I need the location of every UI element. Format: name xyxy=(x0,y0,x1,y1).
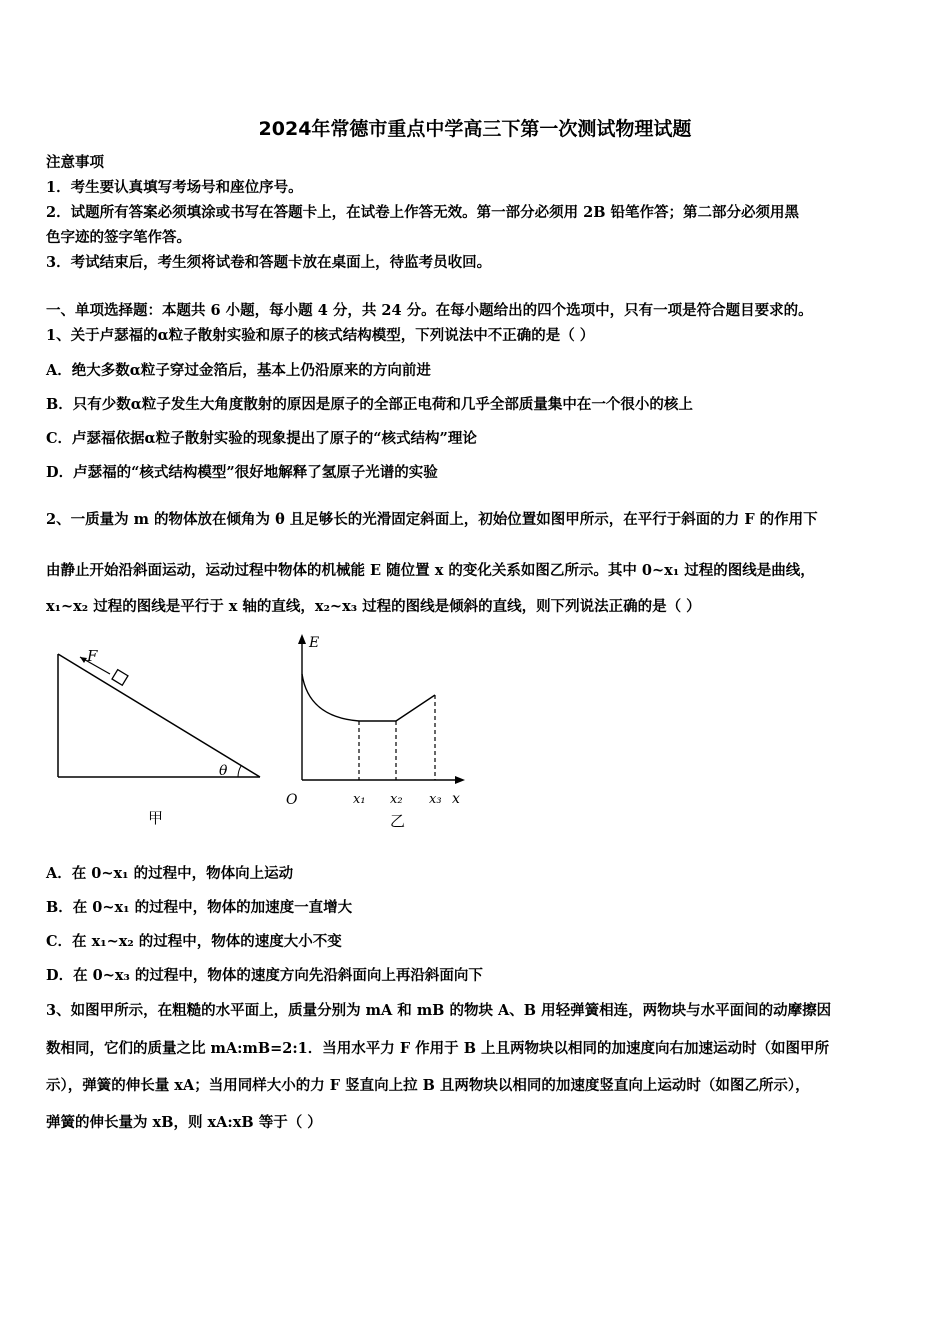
question-3-stem-line: 弹簧的伸长量为 xB，则 xA:xB 等于（ ） xyxy=(46,1114,322,1131)
question-3-stem-line: 3、如图甲所示，在粗糙的水平面上，质量分别为 mA 和 mB 的物块 A、B 用轻弹簧相连，两物块与水平面间的动摩擦因 xyxy=(46,1002,832,1019)
question-1-option-a: A．绝大多数α粒子穿过金箔后，基本上仍沿原来的方向前进 xyxy=(46,362,431,379)
question-2-option-a: A．在 0~x₁ 的过程中，物体向上运动 xyxy=(46,865,294,882)
page-title: 2024年常德市重点中学高三下第一次测试物理试题 xyxy=(258,118,692,140)
x-axis-arrowhead xyxy=(455,776,465,784)
section-heading: 一、单项选择题：本题共 6 小题，每小题 4 分，共 24 分。在每小题给出的四个选项中，只有一项是符合题目要求的。 xyxy=(46,302,813,319)
force-label: F xyxy=(87,647,98,665)
question-1-option-d: D．卢瑟福的“核式结构模型”很好地解释了氢原子光谱的实验 xyxy=(46,464,438,481)
block xyxy=(112,670,128,686)
tick-label-x2: x₂ xyxy=(390,792,403,807)
y-axis-label: E xyxy=(309,635,320,651)
question-2-stem-line: 2、一质量为 m 的物体放在倾角为 θ 且足够长的光滑固定斜面上，初始位置如图甲所示，在平行于斜面的力 F 的作用下 xyxy=(46,511,818,528)
notice-heading: 注意事项 xyxy=(46,154,104,171)
tick-label-x3: x₃ xyxy=(429,792,442,807)
angle-arc xyxy=(238,766,241,777)
question-2-stem-line: x₁~x₂ 过程的图线是平行于 x 轴的直线，x₂~x₃ 过程的图线是倾斜的直线，则下列说法正确的是（ ） xyxy=(46,598,701,615)
notice-item: 2．试题所有答案必须填涂或书写在答题卡上，在试卷上作答无效。第一部分必须用 2B 铅笔作答；第二部分必须用黑 xyxy=(46,204,800,221)
origin-label: O xyxy=(286,792,298,808)
question-2-option-d: D．在 0~x₃ 的过程中，物体的速度方向先沿斜面向上再沿斜面向下 xyxy=(46,967,483,984)
notice-item: 色字迹的签字笔作答。 xyxy=(46,229,191,246)
notice-item: 3．考试结束后，考生须将试卷和答题卡放在桌面上，待监考员收回。 xyxy=(46,254,492,271)
incline-slope xyxy=(58,654,260,777)
energy-curve xyxy=(302,674,435,721)
angle-label: θ xyxy=(219,763,228,779)
question-2-option-c: C．在 x₁~x₂ 的过程中，物体的速度大小不变 xyxy=(46,933,342,950)
question-2-option-b: B．在 0~x₁ 的过程中，物体的加速度一直增大 xyxy=(46,899,353,916)
y-axis-arrowhead xyxy=(298,634,306,644)
notice-item: 1．考生要认真填写考场号和座位序号。 xyxy=(46,179,303,196)
question-3-stem-line: 示），弹簧的伸长量 xA；当用同样大小的力 F 竖直向上拉 B 且两物块以相同的加速度竖直向上运动时（如图乙所示）， xyxy=(46,1077,810,1094)
figure-caption-yi: 乙 xyxy=(390,812,406,830)
tick-label-x1: x₁ xyxy=(353,792,366,807)
figure-incline xyxy=(40,640,280,840)
x-axis-label: x xyxy=(452,791,460,807)
figure-energy-graph xyxy=(280,628,480,833)
figure-caption-jia: 甲 xyxy=(148,809,164,827)
question-3-stem-line: 数相同，它们的质量之比 mA:mB=2:1．当用水平力 F 作用于 B 上且两物块以相同的加速度向右加速运动时（如图甲所 xyxy=(46,1040,830,1057)
question-1-option-b: B．只有少数α粒子发生大角度散射的原因是原子的全部正电荷和几乎全部质量集中在一个很小的核上 xyxy=(46,396,693,413)
question-1-option-c: C．卢瑟福依据α粒子散射实验的现象提出了原子的“核式结构”理论 xyxy=(46,430,477,447)
question-2-stem-line: 由静止开始沿斜面运动，运动过程中物体的机械能 E 随位置 x 的变化关系如图乙所示。其中 0~x₁ 过程的图线是曲线， xyxy=(46,562,815,579)
question-1-stem: 1、关于卢瑟福的α粒子散射实验和原子的核式结构模型，下列说法中不正确的是（ ） xyxy=(46,327,595,344)
